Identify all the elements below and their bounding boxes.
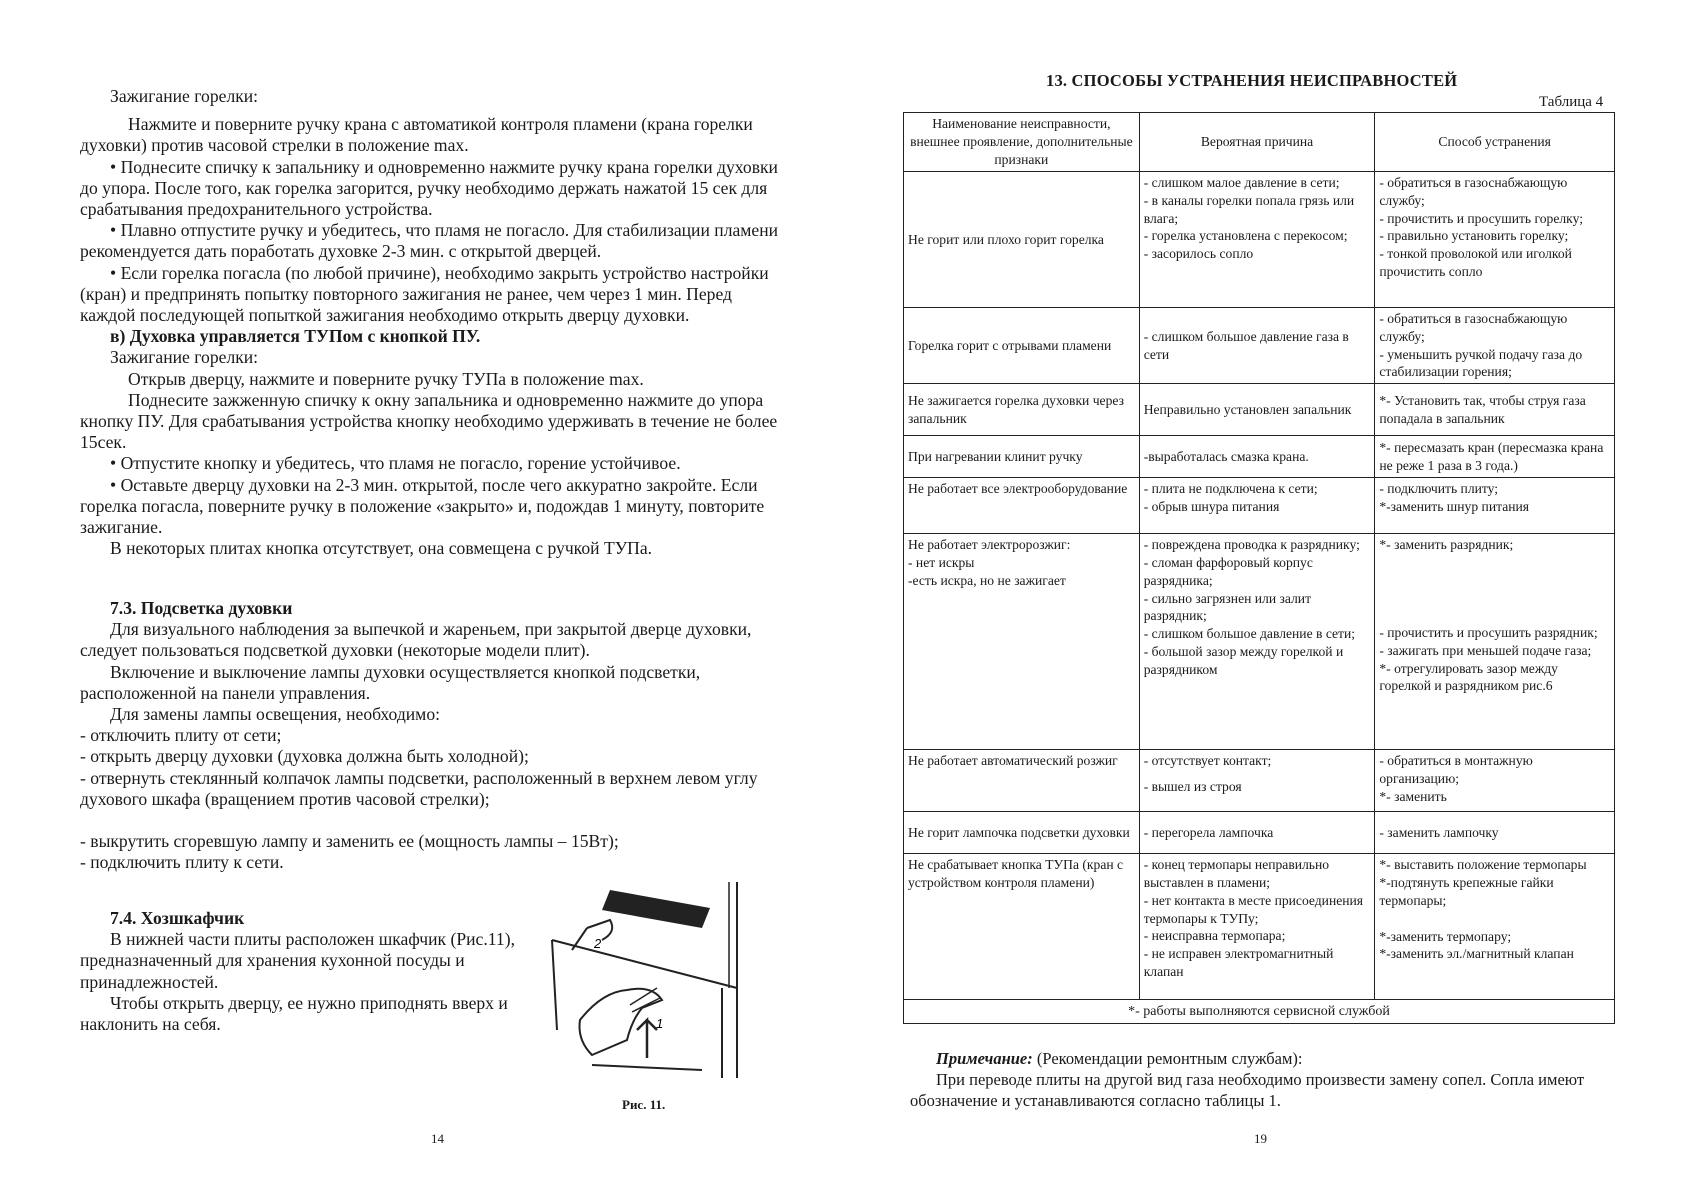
subheading: в) Духовка управляется ТУПом с кнопкой ПУ. [110,326,481,347]
bullet-paragraph: • Плавно отпустите ручку и убедитесь, что пламя не погасло. Для стабилизации пламени рекомендуется дать поработать духовке 2-3 мин. с открытой дверцей. [80,220,790,262]
fix-line: *-подтянуть крепежные гайки термопары; [1379,874,1554,908]
header-cause: Вероятная причина [1139,113,1375,172]
cause-line: - конец термопары неправильно выставлен в пламени; [1143,857,1330,890]
section-heading-7-4: 7.4. Хозшкафчик [110,908,245,928]
table-footer-row [904,1000,1615,1024]
table-row [904,750,1615,812]
fault-cell: Не горит или плохо горит горелка [904,172,1140,308]
cause-cell [1139,172,1375,308]
fault-cell: При нагревании клинит ручку [904,436,1140,478]
table-row [904,384,1615,436]
paragraph: Зажигание горелки: [110,347,259,368]
note-subtitle: (Рекомендации ремонтным службам): [1036,1049,1303,1068]
fix-line: - тонкой проволокой или иголкой прочистить сопло [1379,246,1572,279]
left-text-block-3 [80,908,530,1035]
table-row [904,308,1615,384]
table-row [904,812,1615,854]
cause-line: - плита не подключена к сети; [1143,481,1318,497]
table-row [904,534,1615,750]
paragraph: Для замены лампы освещения, необходимо: [110,704,441,725]
cause-cell [1139,478,1375,534]
fix-cell [1375,436,1615,478]
cause-cell [1139,308,1375,384]
cause-cell [1139,384,1375,436]
cause-cell [1139,750,1375,812]
fix-line: *- выставить положение термопары [1379,857,1587,873]
bullet-paragraph: • Поднесите спичку к запальнику и одновременно нажмите ручку крана горелки духовки до упора. После того, как горелка загорится, ручку необходимо держать нажатой 15 сек для срабатывания предохранительного устройства. [80,157,790,221]
fix-line: - зажигать при меньшей подаче газа; [1379,642,1592,658]
figure-label-1: 1 [656,1016,664,1031]
cause-cell [1139,534,1375,750]
cabinet-door-figure [532,880,742,1080]
page-title: 13. СПОСОБЫ УСТРАНЕНИЯ НЕИСПРАВНОСТЕЙ [1046,71,1458,90]
cause-cell [1139,436,1375,478]
fault-cell: Горелка горит с отрывами пламени [904,308,1140,384]
fault-line: -есть искра, но не зажигает [908,572,1066,588]
fix-line: - правильно установить горелку; [1379,228,1569,244]
figure-label-2: 2 [594,936,602,951]
cause-line: - в каналы горелки попала грязь или влага; [1143,192,1355,226]
table-row [904,172,1615,308]
cause-line: - не исправен электромагнитный клапан [1143,946,1334,979]
table-footnote: *- работы выполняются сервисной службой [904,1000,1615,1024]
cause-line: -выработалась смазка крана. [1143,448,1309,464]
list-item: - открыть дверцу духовки (духовка должна быть холодной); [80,746,529,767]
fix-cell [1375,308,1615,384]
fix-line: *-заменить термопару; [1379,928,1512,944]
paragraph: Нажмите и поверните ручку крана с автоматикой контроля пламени (крана горелки духовки) против часовой стрелки в положение max. [80,114,753,156]
cause-cell [1139,812,1375,854]
cause-cell [1139,854,1375,1000]
cause-line: - слишком большое давление в сети; [1143,626,1356,642]
page-number-right: 19 [1254,1131,1267,1146]
cause-line: - повреждена проводка к разряднику; [1143,537,1360,553]
cause-line: - горелка установлена с перекосом; [1143,228,1348,244]
cause-line: - слишком малое давление в сети; [1143,175,1340,190]
left-text-block-2 [80,598,790,873]
fault-line: Не работает электророзжиг: [908,537,1071,553]
troubleshooting-table [903,112,1615,1024]
fix-cell [1375,534,1615,750]
paragraph: Включение и выключение лампы духовки осуществляется кнопкой подсветки, расположенной на панели управления. [80,661,701,703]
bullet-paragraph: • Оставьте дверцу духовки на 2-3 мин. открытой, после чего аккуратно закройте. Если горелка погасла, поверните ручку в положение «закрыто» и, подождав 1 минуту, повторите зажигание. [80,475,790,539]
fault-cell: Не работает все электрооборудование [904,478,1140,534]
list-item: - подключить плиту к сети. [80,852,284,873]
header-fix: Способ устранения [1375,113,1615,172]
cause-line: - засорилось сопло [1143,246,1254,262]
note-label: Примечание: [936,1049,1033,1068]
list-item: - отвернуть стеклянный колпачок лампы подсветки, расположенный в верхнем левом углу духового шкафа (вращением против часовой стрелки); [80,767,758,809]
fix-cell [1375,478,1615,534]
table-header-row [904,113,1615,172]
cause-line: - отсутствует контакт; [1143,753,1272,769]
fix-line: - обратиться в монтажную организацию; [1379,753,1533,786]
paragraph: Для визуального наблюдения за выпечкой и жареньем, при закрытой дверце духовки, следует пользоваться подсветкой духовки (некоторые модели плит). [80,619,752,661]
cause-line: - перегорела лампочка [1143,824,1274,840]
fix-line: - уменьшить ручкой подачу газа до стабилизации горения; [1379,346,1583,380]
paragraph: В нижней части плиты расположен шкафчик (Рис.11), предназначенный для хранения кухонной посуды и принадлежностей. [80,929,515,992]
fault-cell: Не зажигается горелка духовки через запальник [904,384,1140,436]
cause-line: - большой зазор между горелкой и разрядником [1143,643,1344,677]
fix-line: *- заменить разрядник; [1379,537,1514,553]
cause-line: - неисправна термопара; [1143,928,1286,944]
cause-line: Неправильно установлен запальник [1143,401,1352,417]
cause-line: - обрыв шнура питания [1143,498,1280,514]
page-number-left: 14 [431,1131,444,1146]
fix-cell [1375,812,1615,854]
fault-line: - нет искры [908,554,975,570]
list-item: - выкрутить сгоревшую лампу и заменить ее (мощность лампы – 15Вт); [80,831,619,852]
cause-line: - сильно загрязнен или залит разрядник; [1143,590,1312,624]
fix-line: - обратиться в газоснабжающую службу; [1379,175,1568,208]
list-item: - отключить плиту от сети; [80,725,282,746]
fix-line: *-заменить эл./магнитный клапан [1379,946,1574,962]
fix-line: *- пересмазать кран (пересмазка крана не реже 1 раза в 3 года.) [1379,439,1604,473]
cause-line: - нет контакта в месте присоединения термопары к ТУПу; [1143,892,1364,926]
section-heading-7-3: 7.3. Подсветка духовки [110,598,293,618]
fix-line: *- отрегулировать зазор между горелкой и разрядником рис.6 [1379,660,1558,694]
fault-cell: Не горит лампочка подсветки духовки [904,812,1140,854]
bullet-paragraph: • Если горелка погасла (по любой причине), необходимо закрыть устройство настройки (кран) и предпринять попытку повторного зажигания не ранее, чем через 1 мин. Перед каждой последующей попыткой зажигания необходимо открыть дверцу духовки. [80,263,790,327]
fix-line: *- Установить так, чтобы струя газа попадала в запальник [1379,392,1586,426]
paragraph: Чтобы открыть дверцу, ее нужно приподнять вверх и наклонить на себя. [80,992,508,1035]
table-row [904,478,1615,534]
paragraph: Поднесите зажженную спичку к окну запальника и одновременно нажмите до упора кнопку ПУ. Для срабатывания устройства кнопку необходимо удерживать в течение не более 15сек. [80,389,778,453]
figure-caption: Рис. 11. [622,1097,666,1112]
fix-cell [1375,172,1615,308]
fault-cell [904,534,1140,750]
fix-line: - заменить лампочку [1379,824,1499,840]
fix-line: *-заменить шнур питания [1379,498,1530,514]
cause-line: - вышел из строя [1143,778,1242,794]
note-block [910,1048,1616,1111]
cause-line: - сломан фарфоровый корпус разрядника; [1143,554,1313,588]
fix-cell [1375,750,1615,812]
fault-cell: Не срабатывает кнопка ТУПа (кран с устройством контроля пламени) [904,854,1140,1000]
table-row [904,436,1615,478]
fix-cell [1375,384,1615,436]
cause-line: - слишком большое давление газа в сети [1143,328,1349,362]
fix-line: - подключить плиту; [1379,481,1499,497]
fix-line: - прочистить и просушить разрядник; [1379,624,1598,640]
table-row [904,854,1615,1000]
bullet-paragraph: • Отпустите кнопку и убедитесь, что пламя не погасло, горение устойчивое. [80,453,790,474]
header-fault: Наименование неисправности, внешнее проявление, дополнительные признаки [904,113,1140,172]
fix-cell [1375,854,1615,1000]
paragraph: В некоторых плитах кнопка отсутствует, она совмещена с ручкой ТУПа. [110,538,653,559]
fix-line: - обратиться в газоснабжающую службу; [1379,311,1568,344]
note-body: При переводе плиты на другой вид газа необходимо произвести замену сопел. Сопла имеют обозначение и устанавливаются согласно таблицы 1. [910,1070,1585,1110]
fix-line: - прочистить и просушить горелку; [1379,210,1583,226]
fault-cell: Не работает автоматический розжиг [904,750,1140,812]
paragraph: Открыв дверцу, нажмите и поверните ручку ТУПа в положение max. [128,368,644,389]
table-label: Таблица 4 [1539,94,1604,110]
paragraph: Зажигание горелки: [110,86,259,106]
left-text-block-1 [80,86,790,559]
fix-line: *- заменить [1379,788,1447,804]
